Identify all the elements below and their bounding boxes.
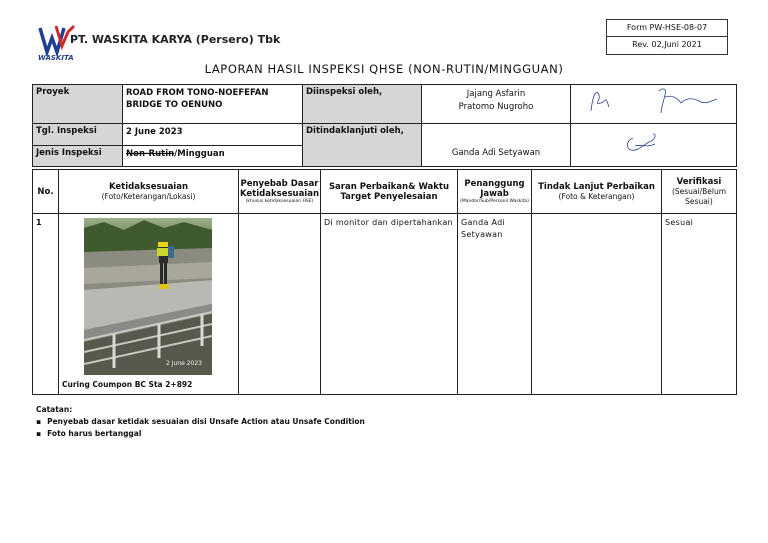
tindak-cell (532, 214, 662, 395)
notes-title: Catatan: (36, 405, 73, 414)
followup-name-cell (422, 124, 571, 167)
inspector-name: Pratomo Nugroho (458, 102, 534, 112)
form-number: Form PW-HSE-08-07 (626, 23, 708, 32)
header-verifikasi: Verifikasi (676, 176, 722, 187)
info-table (32, 84, 737, 167)
company-name: PT. WASKITA KARYA (Persero) Tbk (70, 33, 281, 46)
note-item: ▪ Foto harus bertanggal (36, 429, 141, 438)
signature-icon (571, 85, 731, 119)
header-tindak: Tindak Lanjut Perbaikan (538, 181, 655, 192)
photo-date-stamp: 2 June 2023 (166, 360, 202, 367)
jenis-strike: Non-Rutin (126, 148, 175, 159)
header-tindak-sub: (Foto & Keterangan) (558, 191, 635, 201)
inspection-photo (84, 218, 212, 375)
tgl-label: Tgl. Inspeksi (33, 124, 123, 146)
jenis-value (123, 145, 303, 167)
header-ketidak-sub: (Foto/Keterangan/Lokasi) (101, 191, 196, 201)
header-ketidak: Ketidaksesuaian (108, 181, 189, 192)
diinspeksi-label: Diinspeksi oleh, (303, 85, 422, 124)
col-header-saran: Saran Perbaikan& Waktu Target Penyelesaian (321, 170, 458, 214)
followup-signature (571, 124, 737, 167)
tgl-value: 2 June 2023 (123, 124, 303, 146)
page-title: LAPORAN HASIL INSPEKSI QHSE (NON-RUTIN/MINGGUAN) (204, 62, 564, 76)
site-photo-image (84, 218, 212, 375)
jenis-rest: /Mingguan (174, 148, 225, 159)
followup-name: Ganda Adi Setyawan (451, 148, 541, 158)
header-verifikasi-sub: (Sesuai/Belum Sesuai) (671, 186, 727, 206)
col-header-penyebab (239, 170, 321, 214)
proyek-label: Proyek (33, 85, 123, 124)
saran-cell: Di monitor dan dipertahankan (321, 214, 458, 395)
col-header-ketidaksesuaian (59, 170, 239, 214)
col-header-no: No. (33, 170, 59, 214)
penyebab-cell (239, 214, 321, 395)
header-pj: Penanggung Jawab (464, 178, 525, 199)
header-pj-sub: (Mandor/Sub/Personil Waskita) (460, 198, 529, 204)
proyek-value: ROAD FROM TONO-NOEFEFAN BRIDGE TO OENUNO (123, 85, 303, 124)
signature-icon (571, 124, 731, 162)
form-id-box (606, 19, 728, 55)
inspector-names (422, 85, 571, 124)
row-number: 1 (33, 214, 59, 395)
photo-caption: Curing Coumpon BC Sta 2+892 (62, 380, 193, 389)
col-header-tindak (532, 170, 662, 214)
note-item: ▪ Penyebab dasar ketidak sesuaian disi Unsafe Action atau Unsafe Condition (36, 417, 365, 426)
pj-cell: Ganda Adi Setyawan (458, 214, 532, 395)
verifikasi-cell: Sesuai (662, 214, 737, 395)
ditindaklanjuti-label: Ditindaklanjuti oleh, (303, 124, 422, 167)
jenis-label: Jenis Inspeksi (33, 145, 123, 167)
logo-text: WASKITA (38, 54, 74, 62)
inspector-signatures (571, 85, 737, 124)
col-header-pj (458, 170, 532, 214)
col-header-verifikasi (662, 170, 737, 214)
inspector-name: Jajang Asfarin (466, 89, 526, 99)
form-revision: Rev. 02,Juni 2021 (607, 36, 727, 53)
header-penyebab-sub: (khusus ketidaksesuaian HSE) (245, 198, 314, 204)
header-penyebab: Penyebab Dasar Ketidaksesuaian (239, 178, 320, 199)
